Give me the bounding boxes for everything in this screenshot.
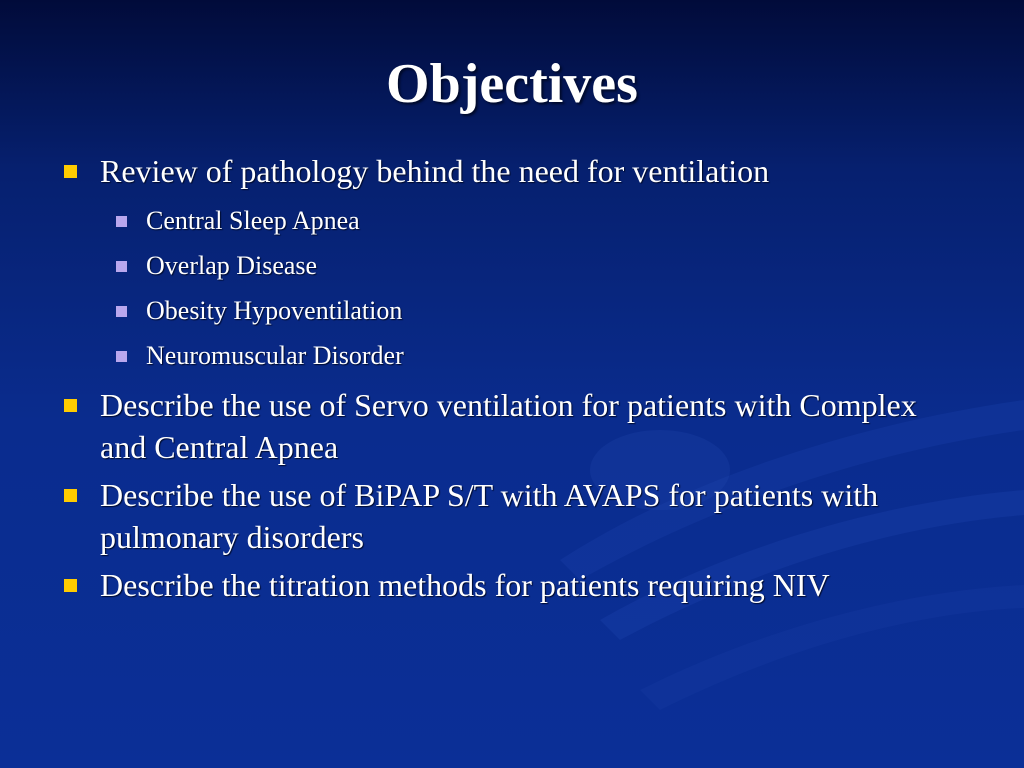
square-bullet-icon — [64, 165, 77, 178]
bullet-text: Describe the use of Servo ventilation for patients with Complex and Central Apnea — [100, 387, 917, 465]
bullet-list — [62, 150, 962, 612]
bullet-item-pathology-review — [62, 150, 962, 192]
square-bullet-icon — [64, 399, 77, 412]
slide-title: Objectives — [386, 53, 638, 115]
bullet-item-servo-ventilation — [62, 384, 962, 468]
square-bullet-icon — [64, 489, 77, 502]
square-sub-bullet-icon — [116, 216, 127, 227]
sub-bullet-item-neuromuscular-disorder — [62, 333, 962, 378]
square-sub-bullet-icon — [116, 261, 127, 272]
sub-bullet-list — [62, 198, 962, 378]
bullet-text: Review of pathology behind the need for ventilation — [100, 153, 770, 189]
sub-bullet-text: Central Sleep Apnea — [146, 206, 360, 235]
sub-bullet-item-obesity-hypoventilation — [62, 288, 962, 333]
sub-bullet-text: Obesity Hypoventilation — [146, 296, 403, 325]
bullet-text: Describe the use of BiPAP S/T with AVAPS for patients with pulmonary disorders — [100, 477, 879, 555]
bullet-item-titration-methods — [62, 564, 962, 606]
bullet-text: Describe the titration methods for patients requiring NIV — [100, 567, 830, 603]
sub-bullet-text: Neuromuscular Disorder — [146, 341, 404, 370]
square-sub-bullet-icon — [116, 306, 127, 317]
sub-bullet-item-overlap-disease — [62, 243, 962, 288]
bullet-item-bipap-avaps — [62, 474, 962, 558]
sub-bullet-item-central-sleep-apnea — [62, 198, 962, 243]
sub-bullet-text: Overlap Disease — [146, 251, 318, 280]
square-bullet-icon — [64, 579, 77, 592]
square-sub-bullet-icon — [116, 351, 127, 362]
